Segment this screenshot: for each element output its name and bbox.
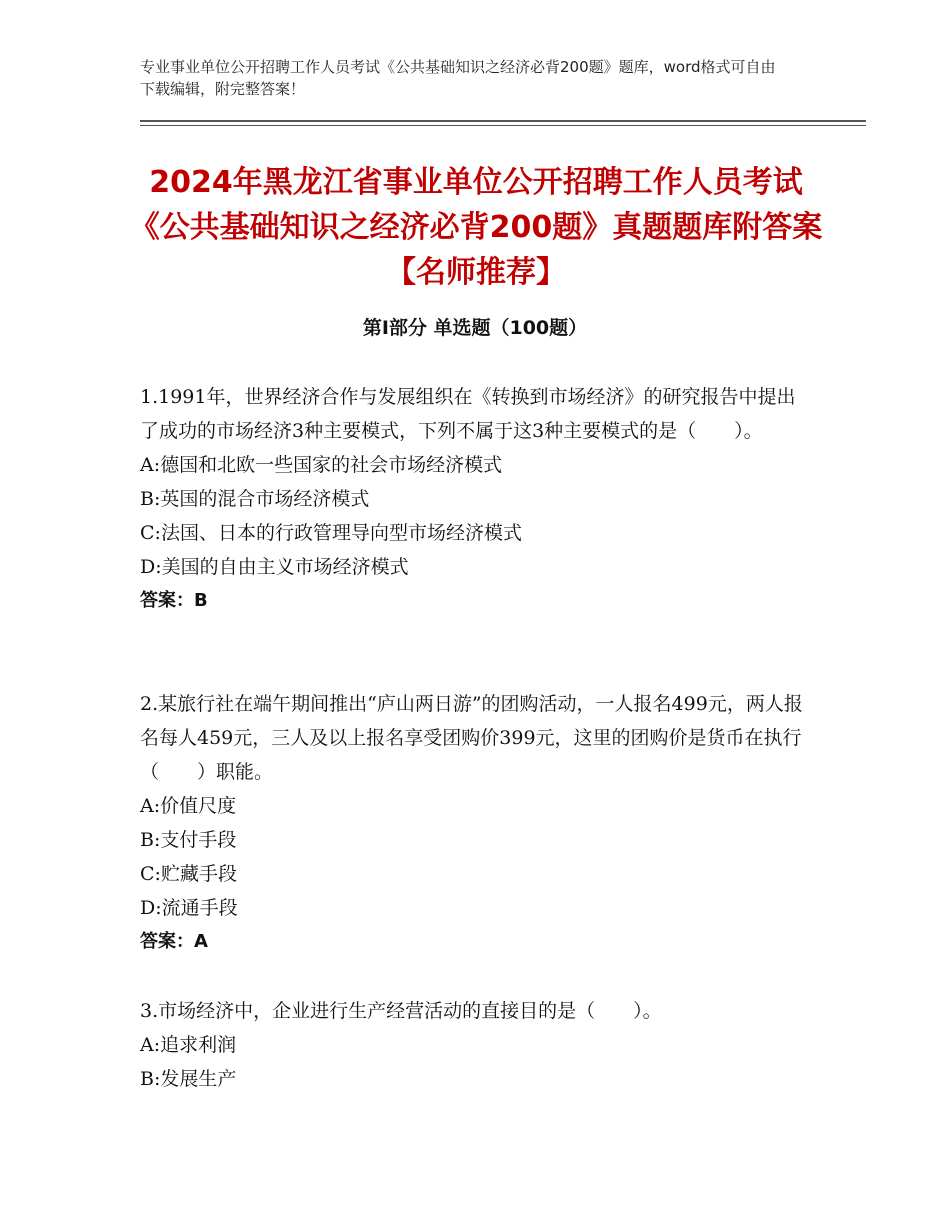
header-rule-thin — [140, 125, 866, 126]
answer: 答案：B — [140, 590, 208, 611]
question-1 — [140, 380, 812, 618]
question-3 — [140, 994, 812, 1096]
question-stem: 1.1991年，世界经济合作与发展组织在《转换到市场经济》的研究报告中提出了成功的市场经济3种主要模式，下列不属于这3种主要模式的是（ ）。 — [140, 386, 796, 442]
option-b: B:英国的混合市场经济模式 — [140, 488, 370, 510]
option-a: A:价值尺度 — [140, 795, 237, 817]
answer: 答案：A — [140, 931, 208, 952]
option-d: D:流通手段 — [140, 897, 238, 919]
question-stem: 2.某旅行社在端午期间推出“庐山两日游”的团购活动，一人报名499元，两人报名每人459元，三人及以上报名享受团购价399元，这里的团购价是货币在执行（ ）职能。 — [140, 693, 803, 783]
option-a: A:德国和北欧一些国家的社会市场经济模式 — [140, 454, 503, 476]
question-stem: 3.市场经济中，企业进行生产经营活动的直接目的是（ ）。 — [140, 1000, 662, 1022]
option-b: B:支付手段 — [140, 829, 237, 851]
section-title: 第Ⅰ部分 单选题（100题） — [362, 317, 588, 339]
question-2 — [140, 687, 812, 959]
option-a: A:追求利润 — [140, 1034, 237, 1056]
header-rule-thick — [140, 120, 866, 122]
document-title: 2024年黑龙江省事业单位公开招聘工作人员考试《公共基础知识之经济必背200题》真题题库附答案【名师推荐】 — [129, 165, 823, 290]
header-note: 专业事业单位公开招聘工作人员考试《公共基础知识之经济必背200题》题库，word格式可自由下载编辑，附完整答案！ — [140, 58, 776, 98]
option-b: B:发展生产 — [140, 1068, 237, 1090]
option-c: C:法国、日本的行政管理导向型市场经济模式 — [140, 522, 522, 544]
option-c: C:贮藏手段 — [140, 863, 237, 885]
option-d: D:美国的自由主义市场经济模式 — [140, 556, 409, 578]
